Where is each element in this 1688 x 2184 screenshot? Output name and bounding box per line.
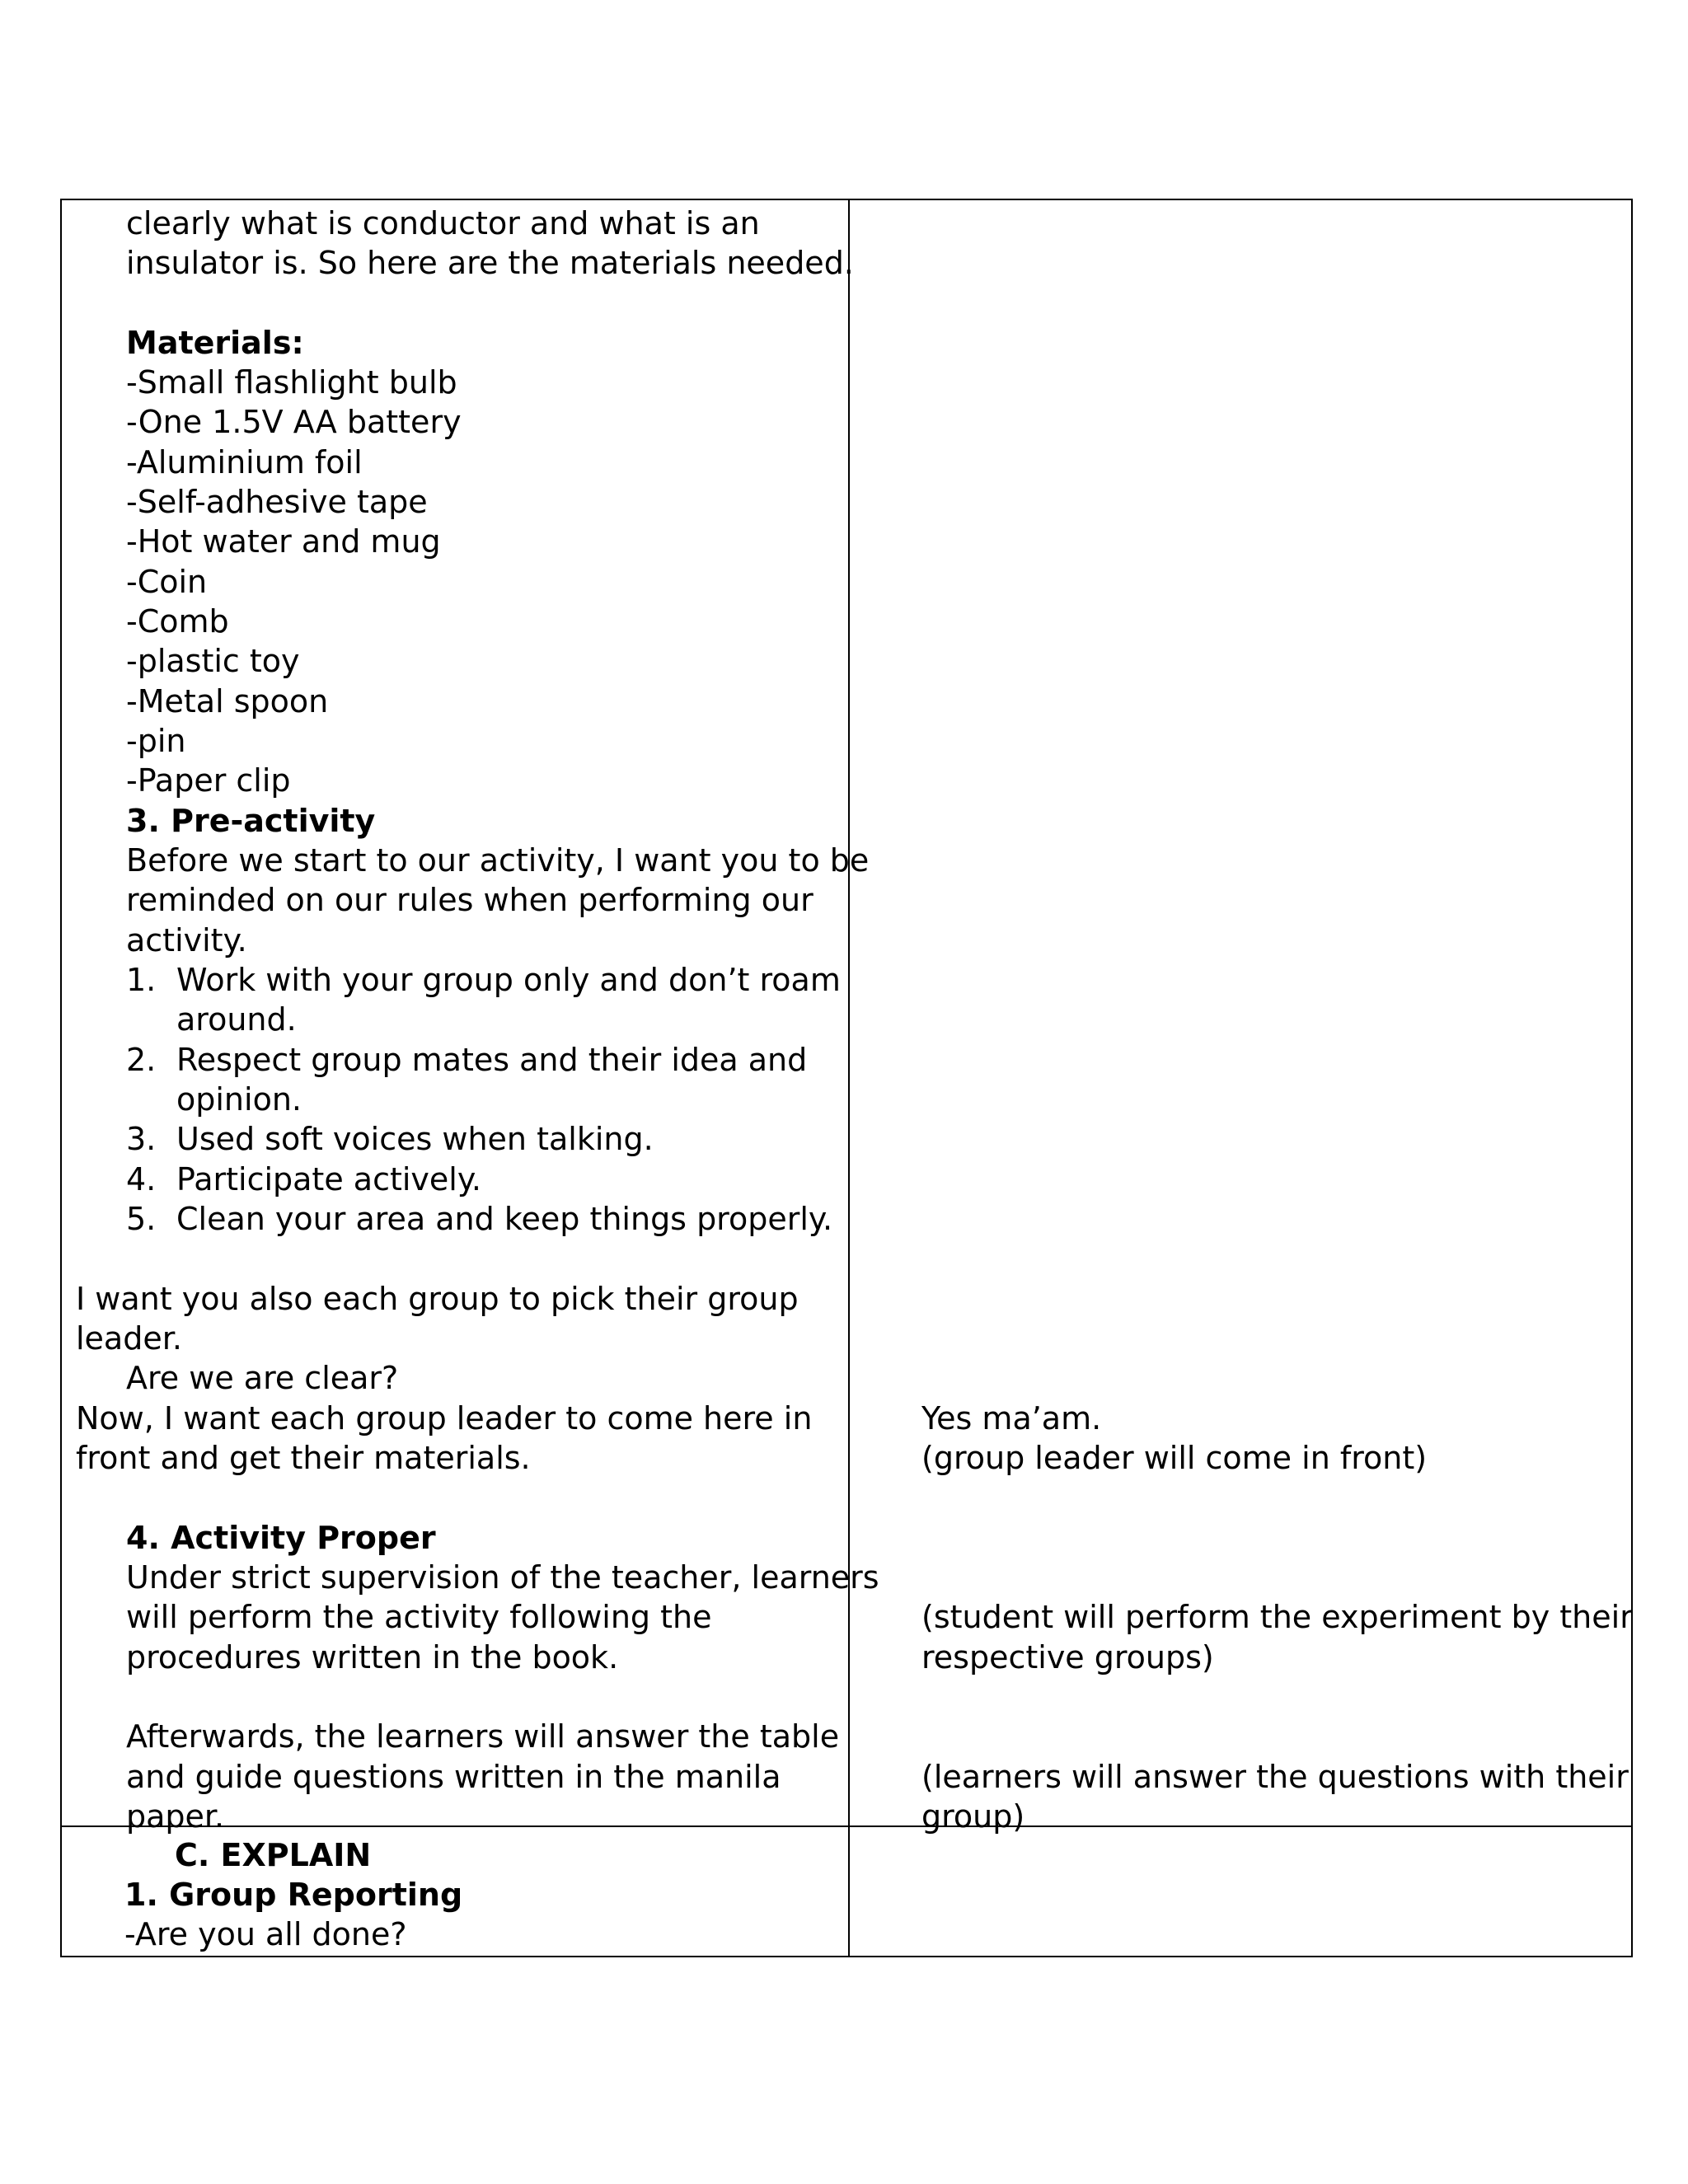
afterwards-text: paper. bbox=[126, 1798, 225, 1835]
table-bottom-border bbox=[60, 1825, 1633, 1957]
activity-text: procedures written in the book. bbox=[126, 1639, 619, 1675]
material-item: -Small flashlight bulb bbox=[126, 364, 457, 401]
rule-text: Clean your area and keep things properly. bbox=[176, 1201, 833, 1237]
rule-number: 3. bbox=[126, 1121, 157, 1157]
activity-proper-heading: 4. Activity Proper bbox=[126, 1520, 436, 1556]
rule-number: 1. bbox=[126, 962, 157, 998]
rule-number: 4. bbox=[126, 1161, 157, 1197]
rule-number: 2. bbox=[126, 1042, 157, 1078]
clear-question: Are we are clear? bbox=[126, 1360, 399, 1396]
column-divider-lower bbox=[848, 1825, 850, 1956]
material-item: -Paper clip bbox=[126, 762, 291, 799]
material-item: -Hot water and mug bbox=[126, 523, 441, 560]
preactivity-heading: 3. Pre-activity bbox=[126, 803, 376, 839]
material-item: -pin bbox=[126, 723, 186, 759]
rule-text: Respect group mates and their idea and bbox=[176, 1042, 808, 1078]
rule-text: Work with your group only and don’t roam bbox=[176, 962, 841, 998]
get-materials-text: front and get their materials. bbox=[76, 1440, 531, 1476]
material-item: -One 1.5V AA battery bbox=[126, 404, 462, 440]
reporting-question: -Are you all done? bbox=[124, 1916, 407, 1952]
rule-text: around. bbox=[176, 1001, 297, 1038]
get-materials-text: Now, I want each group leader to come here in bbox=[76, 1400, 813, 1436]
intro-line-2: insulator is. So here are the materials needed. bbox=[126, 245, 854, 281]
material-item: -Self-adhesive tape bbox=[126, 484, 428, 520]
rule-text: opinion. bbox=[176, 1081, 302, 1118]
materials-heading: Materials: bbox=[126, 325, 304, 361]
group-reporting-heading: 1. Group Reporting bbox=[124, 1877, 463, 1913]
preactivity-text: Before we start to our activity, I want you to be bbox=[126, 842, 870, 879]
activity-text: will perform the activity following the bbox=[126, 1599, 712, 1635]
afterwards-text: Afterwards, the learners will answer the table bbox=[126, 1718, 840, 1755]
rule-number: 5. bbox=[126, 1201, 157, 1237]
rule-text: Participate actively. bbox=[176, 1161, 481, 1197]
explain-heading: C. EXPLAIN bbox=[175, 1837, 372, 1873]
material-item: -Aluminium foil bbox=[126, 444, 363, 480]
leader-front-response: (group leader will come in front) bbox=[921, 1440, 1428, 1476]
teacher-activity-cell bbox=[62, 200, 879, 1835]
activity-text: Under strict supervision of the teacher, learners bbox=[126, 1559, 879, 1596]
rule-text: Used soft voices when talking. bbox=[176, 1121, 654, 1157]
perform-response: (student will perform the experiment by their bbox=[921, 1599, 1633, 1635]
learner-activity-cell bbox=[850, 200, 1633, 1835]
group-leader-text: I want you also each group to pick their group bbox=[76, 1281, 799, 1317]
perform-response: respective groups) bbox=[921, 1639, 1214, 1675]
group-leader-text: leader. bbox=[76, 1320, 182, 1357]
answer-response: group) bbox=[921, 1798, 1025, 1835]
lesson-plan-table bbox=[60, 199, 1633, 1835]
material-item: -Comb bbox=[126, 603, 229, 640]
material-item: -Metal spoon bbox=[126, 683, 329, 719]
yes-maam-response: Yes ma’am. bbox=[921, 1400, 1102, 1436]
preactivity-text: activity. bbox=[126, 922, 247, 958]
material-item: -plastic toy bbox=[126, 643, 300, 679]
intro-line-1: clearly what is conductor and what is an bbox=[126, 205, 760, 241]
afterwards-text: and guide questions written in the manila bbox=[126, 1759, 781, 1795]
preactivity-text: reminded on our rules when performing our bbox=[126, 882, 814, 918]
answer-response: (learners will answer the questions with their bbox=[921, 1759, 1629, 1795]
material-item: -Coin bbox=[126, 564, 208, 600]
